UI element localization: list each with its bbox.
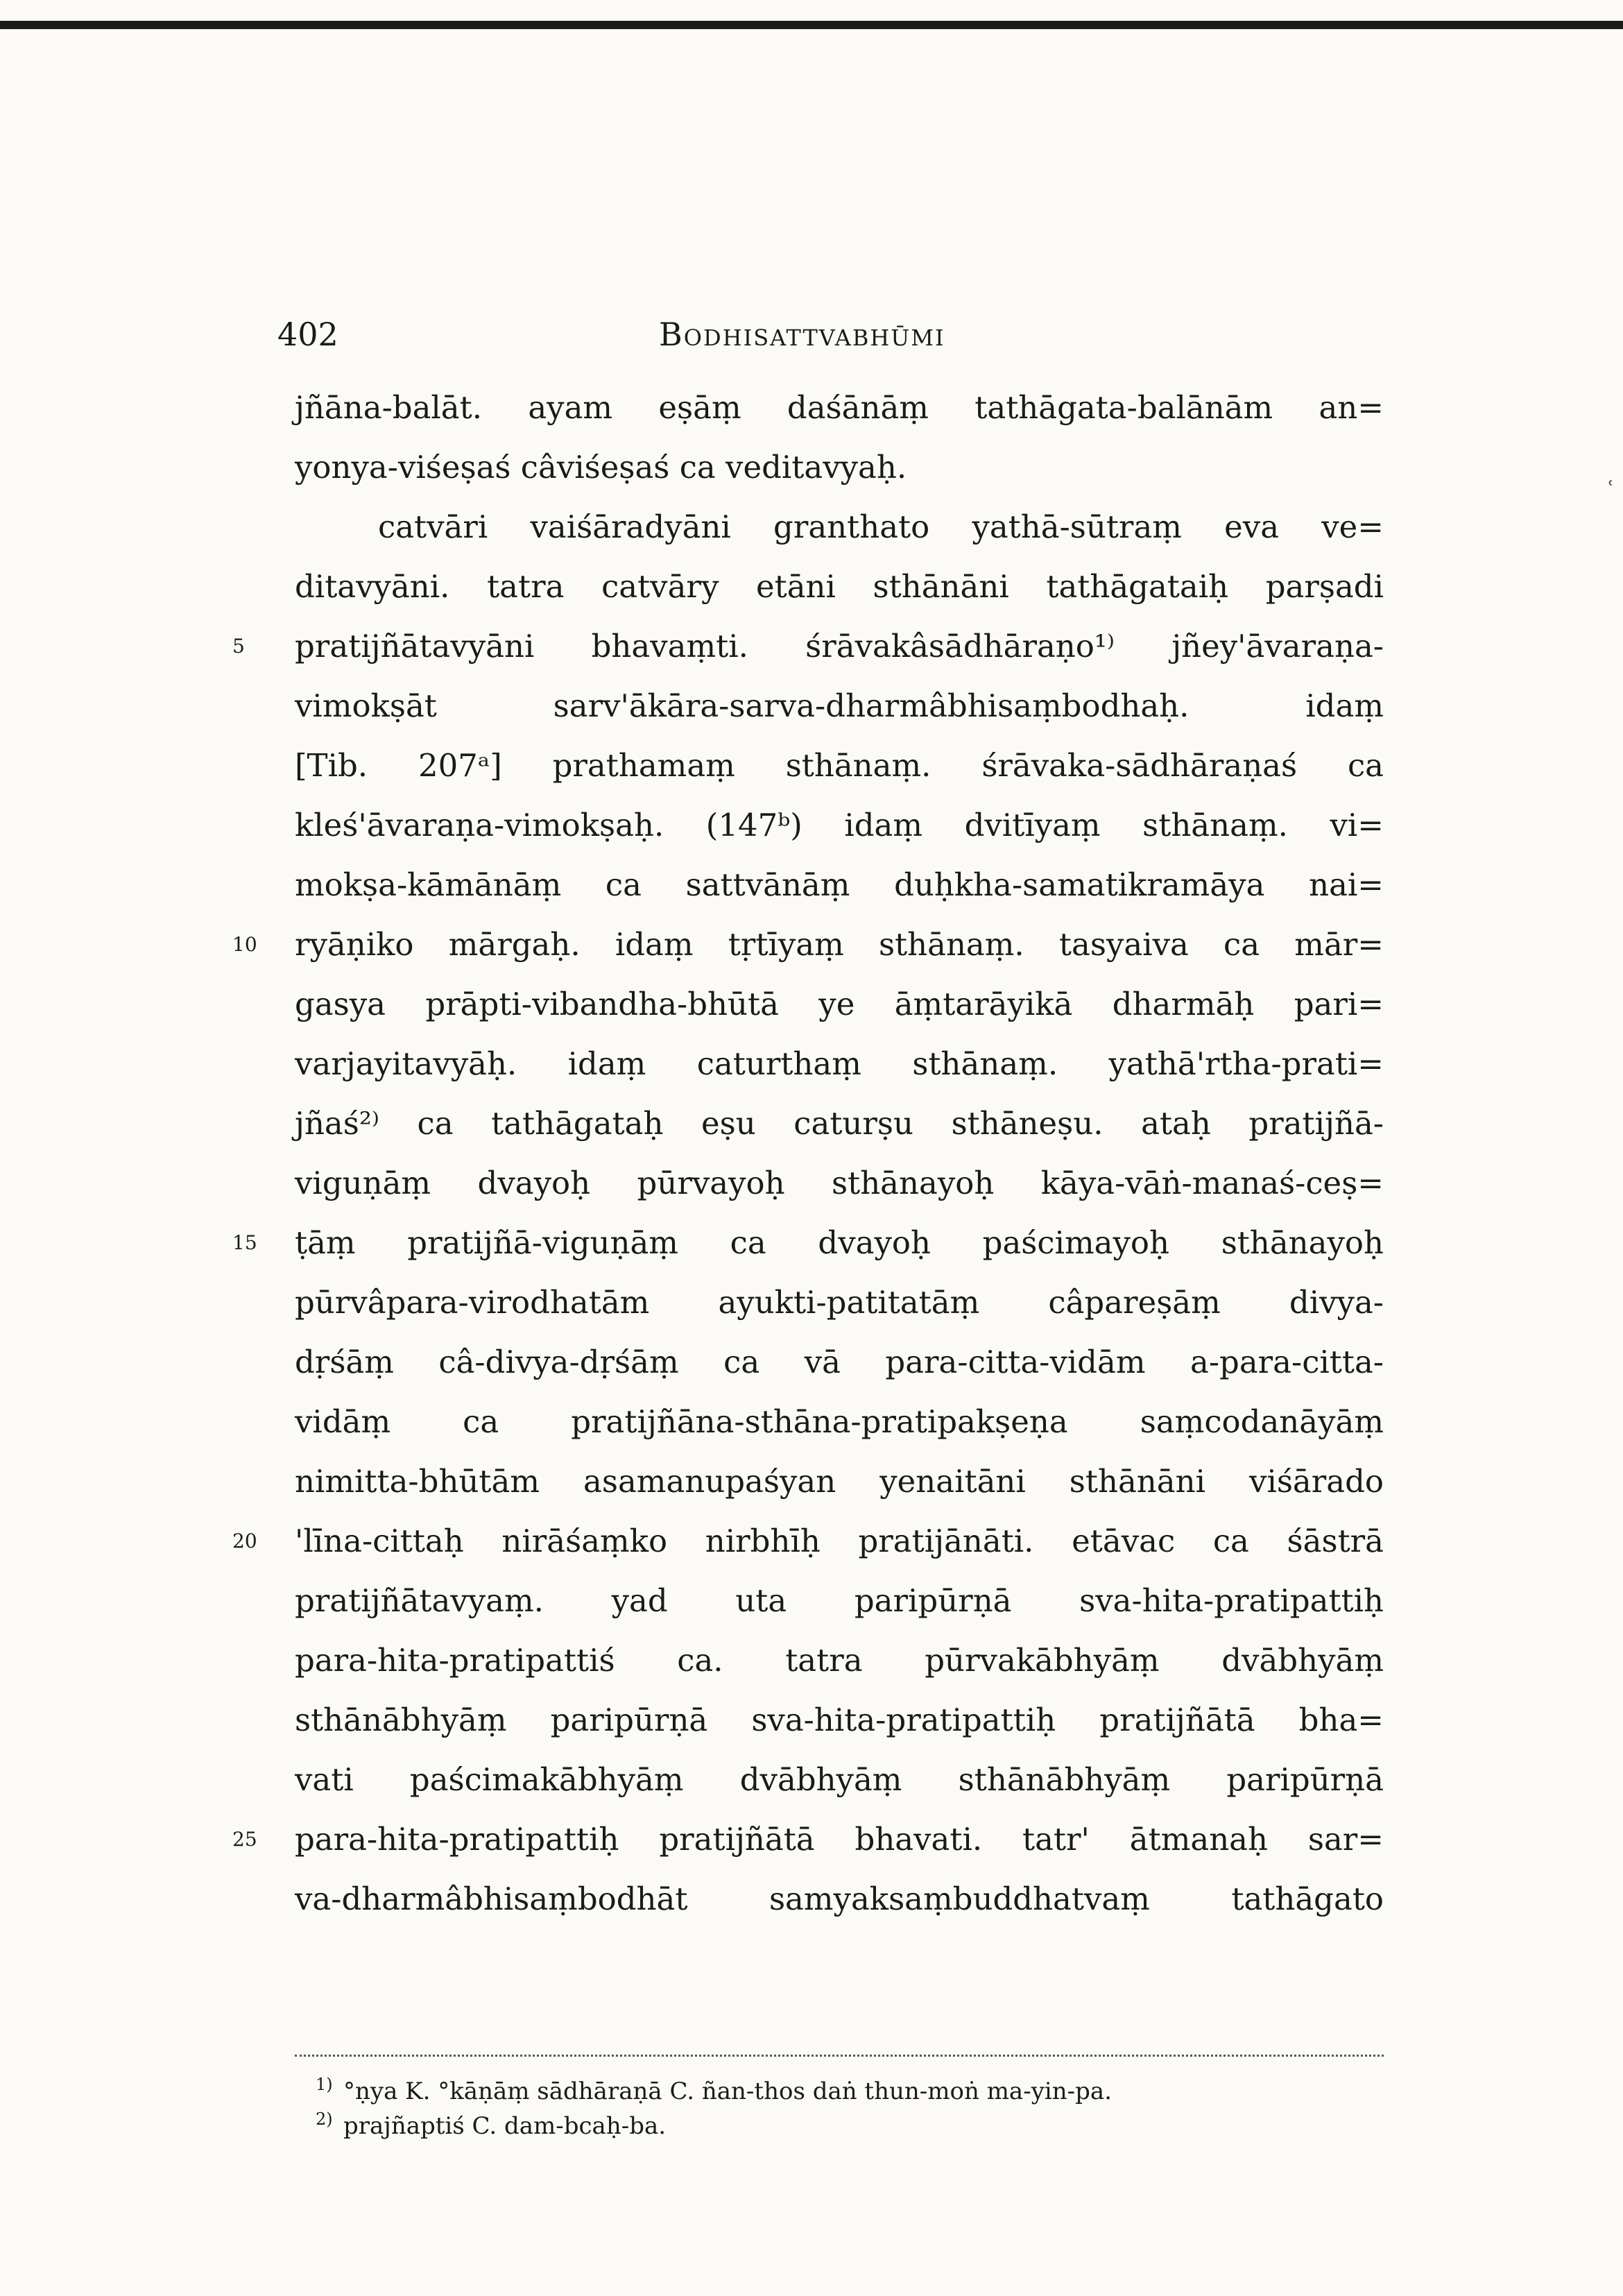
top-scan-border [0, 21, 1623, 29]
text-line: kleś'āvaraṇa-vimokṣaḥ. (147ᵇ) idaṃ dvitīyaṃ sthānaṃ. vi= [295, 807, 1384, 843]
footnote: prajñaptiś C. dam-bcaḥ-ba. [343, 2112, 667, 2140]
footnote-rule [295, 2055, 1384, 2057]
footnote-marker: 2) [316, 2109, 333, 2129]
line-number: 15 [232, 1231, 257, 1254]
text-line: [Tib. 207ᵃ] prathamaṃ sthānaṃ. śrāvaka-sādhāraṇaś ca [295, 747, 1384, 784]
text-line: nimitta-bhūtām asamanupaśyan yenaitāni sthānāni viśārado [295, 1463, 1384, 1500]
text-line: vidāṃ ca pratijñāna-sthāna-pratipakṣeṇa saṃcodanāyāṃ [295, 1403, 1384, 1440]
text-line: jñāna-balāt. ayam eṣāṃ daśānāṃ tathāgata-balānām an= [295, 389, 1384, 426]
text-line: vati paścimakābhyāṃ dvābhyāṃ sthānābhyāṃ paripūrṇā [295, 1761, 1384, 1798]
text-line: para-hita-pratipattiḥ pratijñātā bhavati. tatr' ātmanaḥ sar= [295, 1821, 1384, 1858]
text-line: yonya-viśeṣaś câviśeṣaś ca veditavyaḥ. [295, 449, 907, 486]
text-line: pratijñātavyāni bhavaṃti. śrāvakâsādhāraṇo¹⁾ jñey'āvaraṇa- [295, 628, 1384, 665]
line-number: 25 [232, 1828, 257, 1851]
text-line: para-hita-pratipattiś ca. tatra pūrvakābhyāṃ dvābhyāṃ [295, 1642, 1384, 1679]
text-line: 'līna-cittaḥ nirāśaṃko nirbhīḥ pratijānāti. etāvac ca śāstrā [295, 1523, 1384, 1559]
text-line: jñaś²⁾ ca tathāgataḥ eṣu caturṣu sthāneṣu. ataḥ pratijñā- [295, 1105, 1384, 1142]
text-line: catvāri vaiśāradyāni granthato yathā-sūtraṃ eva ve= [378, 508, 1384, 545]
page-header [277, 316, 1387, 364]
text-line: sthānābhyāṃ paripūrṇā sva-hita-pratipattiḥ pratijñātā bha= [295, 1702, 1384, 1738]
scan-speck: ʿ [1608, 477, 1615, 502]
text-line: gasya prāpti-vibandha-bhūtā ye āṃtarāyikā dharmāḥ pari= [295, 986, 1384, 1022]
running-title: Bodhisattvabhūmi [659, 316, 945, 353]
footnote: °ṇya K. °kāṇāṃ sādhāraṇā C. ñan-thos daṅ thun-moṅ ma-yin-pa. [343, 2077, 1113, 2105]
line-number: 20 [232, 1530, 257, 1552]
text-line: viguṇāṃ dvayoḥ pūrvayoḥ sthānayoḥ kāya-vāṅ-manaś-ceṣ= [295, 1165, 1384, 1201]
text-line: ṭāṃ pratijñā-viguṇāṃ ca dvayoḥ paścimayoḥ sthānayoḥ [295, 1224, 1384, 1261]
text-line: varjayitavyāḥ. idaṃ caturthaṃ sthānaṃ. yathā'rtha-prati= [295, 1045, 1384, 1082]
text-line: pūrvâpara-virodhatām ayukti-patitatāṃ câpareṣāṃ divya- [295, 1284, 1384, 1321]
text-line: mokṣa-kāmānāṃ ca sattvānāṃ duḥkha-samatikramāya nai= [295, 866, 1384, 903]
text-line: vimokṣāt sarv'ākāra-sarva-dharmâbhisaṃbodhaḥ. idaṃ [295, 687, 1384, 724]
page-number: 402 [277, 316, 338, 353]
text-line: ditavyāni. tatra catvāry etāni sthānāni tathāgataiḥ parṣadi [295, 568, 1384, 605]
text-line: pratijñātavyaṃ. yad uta paripūrṇā sva-hita-pratipattiḥ [295, 1582, 1384, 1619]
text-line: dṛśāṃ câ-divya-dṛśāṃ ca vā para-citta-vidām a-para-citta- [295, 1344, 1384, 1380]
line-number: 5 [232, 635, 245, 658]
text-line: ryāṇiko mārgaḥ. idaṃ tṛtīyaṃ sthānaṃ. tasyaiva ca mār= [295, 926, 1384, 963]
line-number: 10 [232, 933, 257, 956]
footnote-marker: 1) [316, 2075, 333, 2094]
text-line: va-dharmâbhisaṃbodhāt samyaksaṃbuddhatvaṃ tathāgato [295, 1881, 1384, 1917]
